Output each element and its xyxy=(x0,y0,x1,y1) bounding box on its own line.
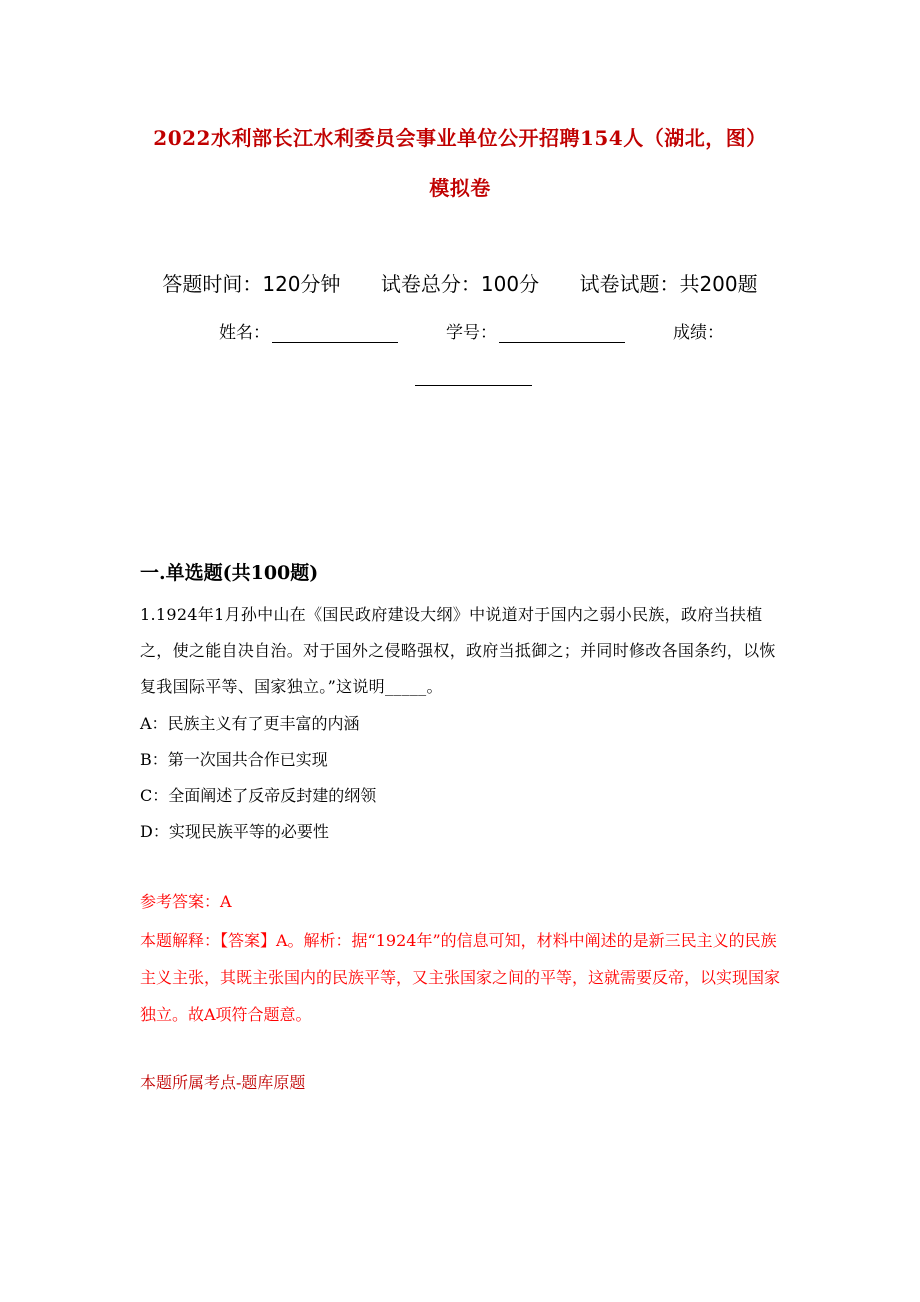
name-label: 姓名： xyxy=(219,323,270,343)
student-id-field xyxy=(446,318,625,343)
question-stem: 1.1924年1月孙中山在《国民政府建设大纲》中说道对于国内之弱小民族，政府当扶植之，使之能自决自治。对于国外之侵略强权，政府当抵御之；并同时修改各国条约，以恢复我国际平等、国家独立。”这说明_____。 xyxy=(140,605,776,696)
reference-answer: 参考答案：A xyxy=(140,892,232,911)
exam-info-row xyxy=(0,268,920,297)
option-d: D：实现民族平等的必要性 xyxy=(140,822,329,841)
exam-time: 答题时间：120分钟 xyxy=(162,272,341,296)
document-title-line-2: 模拟卷 xyxy=(429,176,491,200)
option-a: A：民族主义有了更丰富的内涵 xyxy=(140,714,360,733)
score-blank[interactable] xyxy=(415,385,532,386)
question-options xyxy=(140,706,376,850)
question-topic: 本题所属考点-题库原题 xyxy=(140,1073,306,1092)
exam-question-count: 试卷试题：共200题 xyxy=(579,272,758,296)
score-field xyxy=(673,318,724,343)
student-id-label: 学号： xyxy=(446,323,497,343)
document-title-line-1: 2022水利部长江水利委员会事业单位公开招聘154人（湖北，图） xyxy=(153,126,767,150)
option-b: B：第一次国共合作已实现 xyxy=(140,750,328,769)
answer-explanation: 本题解释：【答案】A。解析：据“1924年”的信息可知，材料中阐述的是新三民主义的民族主义主张，其既主张国内的民族平等，又主张国家之间的平等，这就需要反帝，以实现国家独立。故A项符合题意。 xyxy=(140,931,781,1024)
name-field xyxy=(219,318,398,343)
exam-total-score: 试卷总分：100分 xyxy=(380,272,540,296)
score-label: 成绩： xyxy=(673,323,724,343)
name-blank[interactable] xyxy=(272,324,398,343)
section-heading: 一.单选题(共100题) xyxy=(140,562,319,584)
option-c: C：全面阐述了反帝反封建的纲领 xyxy=(140,786,377,805)
student-id-blank[interactable] xyxy=(499,324,625,343)
